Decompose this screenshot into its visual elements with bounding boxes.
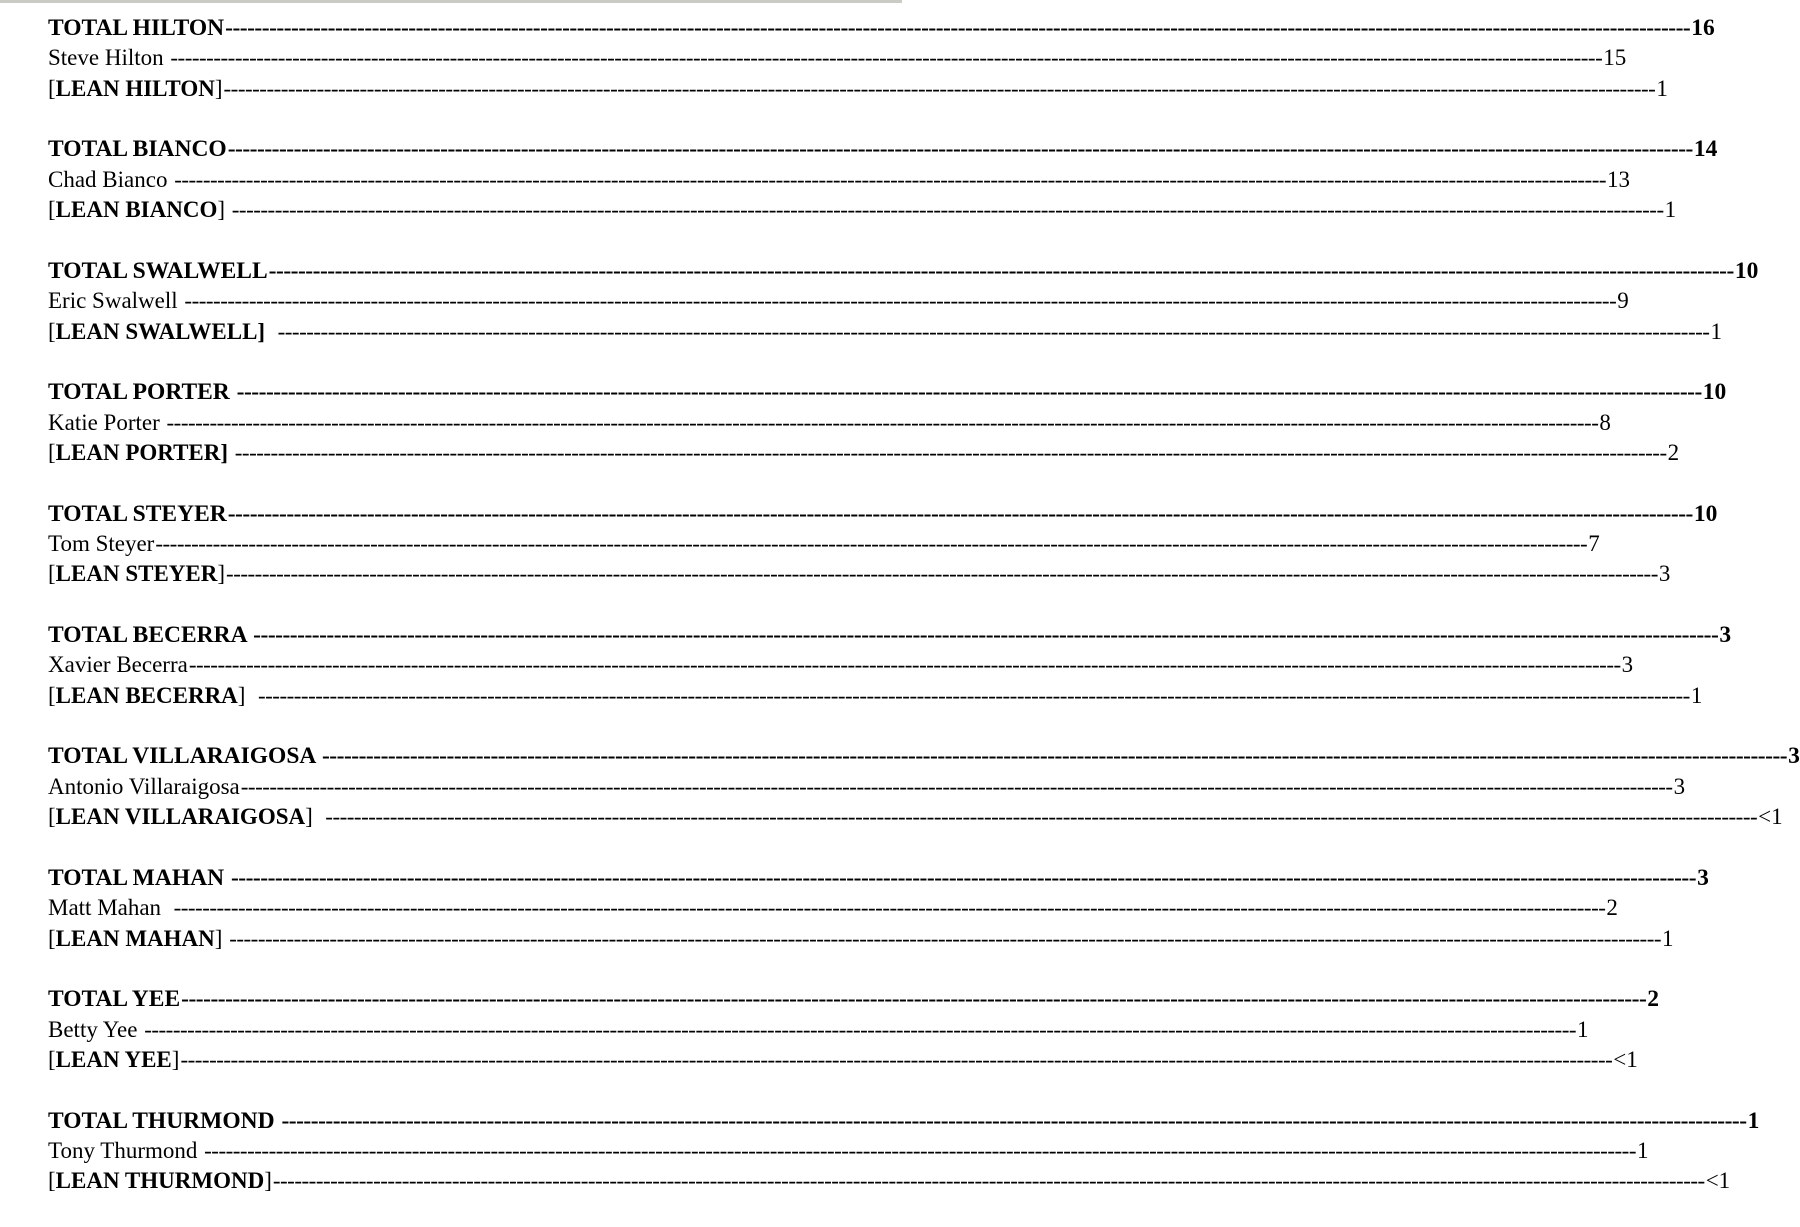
candidate-label: Tony Thurmond [48,1137,204,1163]
lean-value: 1 [1656,75,1668,101]
lean-open-bracket: [ [48,1046,56,1072]
total-row [48,741,1800,771]
candidate-value: 3 [1673,773,1686,799]
lean-row [48,1045,1638,1075]
dot-leader: -------------------------------------------------------------------------------------------------------------------------------------------------------------------------------------------------------- [144,1016,1577,1042]
total-label: TOTAL THURMOND [48,1107,281,1134]
dot-leader: -------------------------------------------------------------------------------------------------------------------------------------------------------------------------------------------------------- [272,1168,1705,1194]
dot-leader: -------------------------------------------------------------------------------------------------------------------------------------------------------------------------------------------------------- [184,288,1617,314]
total-value: 3 [1719,621,1732,648]
total-label: TOTAL BIANCO [48,136,227,163]
lean-close-bracket: ] [171,1046,180,1072]
candidate-row [48,650,1634,680]
dot-leader: -------------------------------------------------------------------------------------------------------------------------------------------------------------------------------------------------------- [204,1137,1636,1163]
candidate-label: Steve Hilton [48,45,170,71]
lean-close-bracket [265,319,277,344]
candidate-label: Eric Swalwell [48,288,184,314]
lean-open-bracket: [ [48,804,56,830]
dot-leader: -------------------------------------------------------------------------------------------------------------------------------------------------------------------------------------------------------- [180,1046,1613,1072]
total-row [48,984,1660,1014]
lean-value: 1 [1664,197,1677,223]
candidate-value: 1 [1636,1137,1649,1163]
lean-value: <1 [1613,1046,1638,1072]
total-value: 14 [1693,136,1718,163]
lean-close-bracket: ] [305,804,325,830]
total-value: 10 [1734,257,1759,284]
dot-leader: -------------------------------------------------------------------------------------------------------------------------------------------------------------------------------------------------------- [170,45,1603,71]
lean-value: <1 [1705,1168,1731,1194]
dot-leader: -------------------------------------------------------------------------------------------------------------------------------------------------------------------------------------------------------- [227,500,1693,527]
dot-leader: -------------------------------------------------------------------------------------------------------------------------------------------------------------------------------------------------------- [223,75,1656,101]
dot-leader: -------------------------------------------------------------------------------------------------------------------------------------------------------------------------------------------------------- [281,1107,1747,1134]
total-value: 3 [1697,864,1709,891]
candidate-group [48,1106,1760,1227]
lean-row [48,559,1671,589]
lean-label-text: LEAN MAHAN [55,925,215,951]
lean-row [48,317,1722,347]
total-row [48,134,1718,164]
dot-leader: -------------------------------------------------------------------------------------------------------------------------------------------------------------------------------------------------------- [188,652,1621,678]
lean-label [48,559,225,589]
candidate-group [48,256,1759,377]
dot-leader: -------------------------------------------------------------------------------------------------------------------------------------------------------------------------------------------------------- [230,864,1697,891]
candidate-label: Matt Mahan [48,895,173,921]
lean-label-text: LEAN HILTON [55,75,215,101]
dot-leader: -------------------------------------------------------------------------------------------------------------------------------------------------------------------------------------------------------- [234,439,1667,465]
lean-open-bracket: [ [48,75,56,101]
dot-leader: -------------------------------------------------------------------------------------------------------------------------------------------------------------------------------------------------------- [226,561,1658,587]
lean-open-bracket: [ [48,1168,56,1194]
candidate-row [48,286,1629,316]
dot-leader: -------------------------------------------------------------------------------------------------------------------------------------------------------------------------------------------------------- [325,804,1758,830]
candidate-value: 7 [1588,530,1600,556]
lean-label-text: LEAN SWALWELL] [55,318,266,344]
candidate-label: Chad Bianco [48,166,174,192]
total-label: TOTAL BECERRA [48,621,253,648]
total-row [48,620,1732,650]
candidate-group [48,134,1718,255]
candidate-label: Katie Porter [48,409,166,435]
candidate-row [48,1136,1649,1166]
lean-label-text: LEAN BECERRA [55,682,238,708]
lean-close-bracket: ] [264,1168,272,1194]
lean-open-bracket: [ [48,197,56,223]
lean-label [48,802,324,832]
dot-leader: -------------------------------------------------------------------------------------------------------------------------------------------------------------------------------------------------------- [236,379,1702,406]
total-label: TOTAL YEE [48,986,181,1013]
total-row [48,1106,1760,1136]
lean-open-bracket: [ [48,318,56,344]
lean-label [48,74,223,104]
candidate-group [48,741,1800,862]
lean-close-bracket: ] [214,925,229,951]
dot-leader: -------------------------------------------------------------------------------------------------------------------------------------------------------------------------------------------------------- [166,409,1599,435]
lean-close-bracket: ] [237,682,257,708]
total-label: TOTAL MAHAN [48,864,230,891]
total-row [48,13,1715,43]
dot-leader: -------------------------------------------------------------------------------------------------------------------------------------------------------------------------------------------------------- [231,197,1664,223]
lean-label-text: LEAN BIANCO [55,197,218,223]
lean-label [48,1166,272,1196]
dot-leader: -------------------------------------------------------------------------------------------------------------------------------------------------------------------------------------------------------- [155,530,1588,556]
total-label: TOTAL PORTER [48,379,236,406]
candidate-value: 15 [1603,45,1627,71]
total-label: TOTAL SWALWELL [48,257,268,284]
lean-value: 1 [1690,682,1703,708]
dot-leader: -------------------------------------------------------------------------------------------------------------------------------------------------------------------------------------------------------- [277,318,1710,344]
lean-open-bracket: [ [48,561,56,587]
top-divider [0,0,902,3]
candidate-group [48,499,1718,620]
candidate-row [48,408,1611,438]
lean-label [48,438,234,468]
total-row [48,377,1727,407]
candidate-label: Antonio Villaraigosa [48,773,240,799]
dot-leader: -------------------------------------------------------------------------------------------------------------------------------------------------------------------------------------------------------- [225,15,1691,41]
lean-value: <1 [1758,804,1783,830]
candidate-group [48,377,1727,498]
lean-label [48,924,228,954]
candidate-label: Tom Steyer [48,530,155,556]
lean-row [48,1166,1731,1196]
lean-row [48,438,1680,468]
dot-leader: -------------------------------------------------------------------------------------------------------------------------------------------------------------------------------------------------------- [240,773,1673,799]
candidate-value: 13 [1607,166,1631,192]
lean-value: 1 [1662,925,1674,951]
lean-row [48,681,1703,711]
total-value: 3 [1788,743,1800,770]
lean-open-bracket: [ [48,439,56,465]
total-value: 2 [1647,986,1660,1013]
candidate-row [48,1015,1589,1045]
candidate-label: Xavier Becerra [48,652,188,678]
candidate-row [48,772,1686,802]
total-value: 10 [1702,379,1727,406]
candidate-row [48,529,1600,559]
lean-row [48,802,1783,832]
total-value: 10 [1693,500,1718,527]
dot-leader: -------------------------------------------------------------------------------------------------------------------------------------------------------------------------------------------------------- [253,621,1719,648]
candidate-group [48,863,1709,984]
lean-value: 2 [1667,439,1680,465]
total-row [48,256,1759,286]
lean-close-bracket: ] [214,75,223,101]
dot-leader: -------------------------------------------------------------------------------------------------------------------------------------------------------------------------------------------------------- [229,925,1662,951]
lean-label-text: LEAN THURMOND [55,1168,265,1194]
lean-label-text: LEAN STEYER [55,561,218,587]
dot-leader: -------------------------------------------------------------------------------------------------------------------------------------------------------------------------------------------------------- [321,743,1788,770]
lean-open-bracket: [ [48,682,56,708]
total-value: 16 [1691,15,1715,41]
candidate-row [48,893,1618,923]
candidate-value: 9 [1617,288,1629,314]
lean-open-bracket: [ [48,925,56,951]
lean-value: 3 [1658,561,1671,587]
lean-close-bracket: ] [217,197,231,223]
candidate-row [48,43,1627,73]
total-row [48,863,1709,893]
candidate-value: 8 [1599,409,1611,435]
lean-label [48,317,277,347]
lean-row [48,195,1677,225]
total-label: TOTAL VILLARAIGOSA [48,743,321,770]
dot-leader: -------------------------------------------------------------------------------------------------------------------------------------------------------------------------------------------------------- [174,166,1607,192]
total-row [48,499,1718,529]
candidate-group [48,13,1715,134]
candidate-value: 1 [1577,1016,1589,1042]
lean-label-text: LEAN PORTER] [55,439,229,465]
candidate-value: 3 [1621,652,1634,678]
candidate-row [48,165,1631,195]
total-label: TOTAL HILTON [48,15,225,41]
results-list [48,13,1800,1227]
total-value: 1 [1747,1107,1760,1134]
dot-leader: -------------------------------------------------------------------------------------------------------------------------------------------------------------------------------------------------------- [268,257,1734,284]
dot-leader: -------------------------------------------------------------------------------------------------------------------------------------------------------------------------------------------------------- [227,136,1693,163]
lean-row [48,924,1674,954]
candidate-group [48,620,1732,741]
candidate-group [48,984,1660,1105]
dot-leader: -------------------------------------------------------------------------------------------------------------------------------------------------------------------------------------------------------- [257,682,1690,708]
lean-row [48,74,1668,104]
dot-leader: -------------------------------------------------------------------------------------------------------------------------------------------------------------------------------------------------------- [181,986,1647,1013]
total-label: TOTAL STEYER [48,500,227,527]
lean-label [48,681,257,711]
lean-close-bracket [228,440,234,465]
candidate-label: Betty Yee [48,1016,144,1042]
lean-value: 1 [1710,318,1722,344]
candidate-value: 2 [1606,895,1618,921]
dot-leader: -------------------------------------------------------------------------------------------------------------------------------------------------------------------------------------------------------- [173,895,1606,921]
lean-label-text: LEAN YEE [55,1046,172,1072]
lean-label-text: LEAN VILLARAIGOSA [55,804,306,830]
lean-label [48,1045,179,1075]
lean-label [48,195,231,225]
lean-close-bracket: ] [217,561,226,587]
